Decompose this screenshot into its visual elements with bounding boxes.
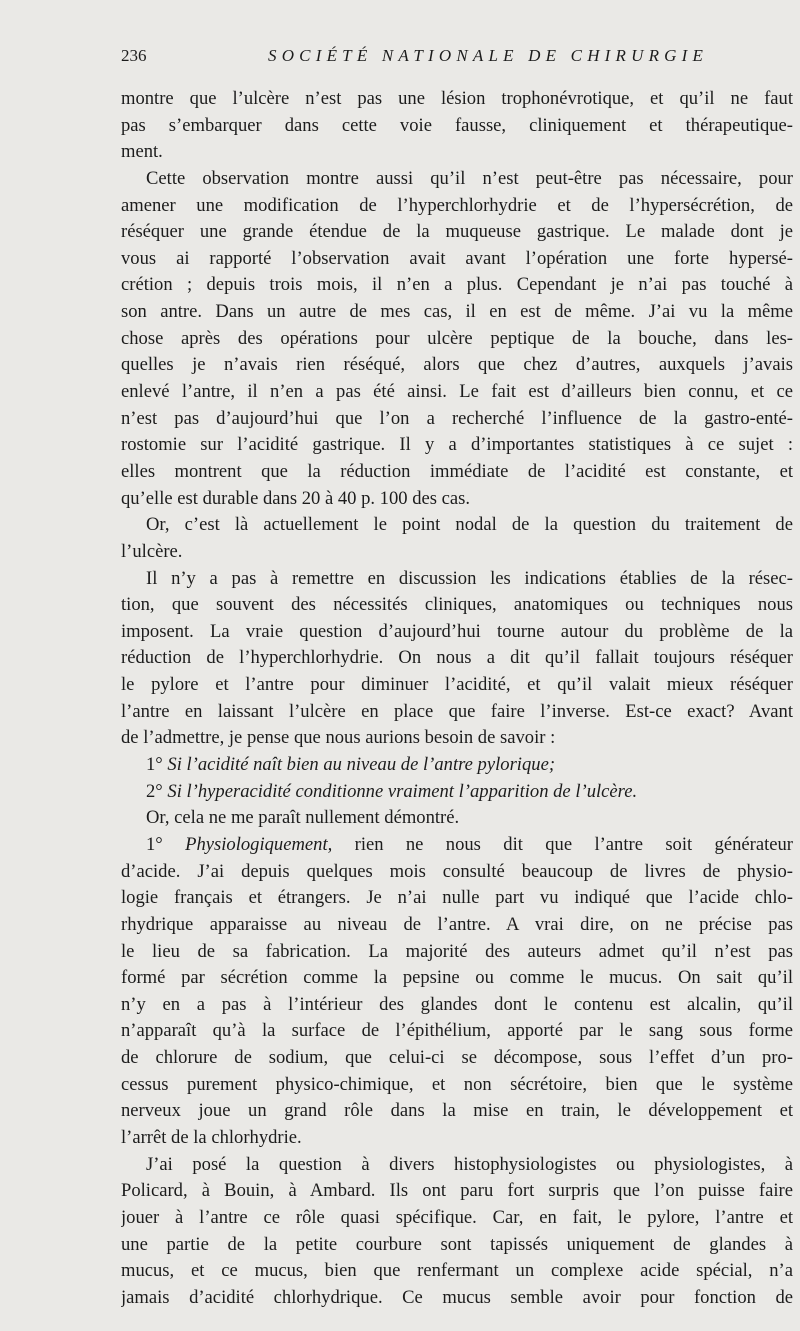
text-line: de chlorure de sodium, que celui-ci se décompose, sous l’effet d’un pro- xyxy=(121,1047,793,1069)
text-line: ment. xyxy=(121,141,163,163)
text-line: logie français et étrangers. Je n’ai nulle part vu indiqué que l’acide chlo- xyxy=(121,887,793,909)
line-rest: rien ne nous dit que l’antre soit générateur xyxy=(354,833,793,855)
text-line: rhydrique apparaisse au niveau de l’antre. A vrai dire, on ne précise pas xyxy=(121,913,793,935)
text-line xyxy=(121,752,793,779)
text-line: n’est pas d’aujourd’hui que l’on a recherché l’influence de la gastro-enté- xyxy=(121,407,793,429)
page-number: 236 xyxy=(121,46,147,65)
text-line: Or, cela ne me paraît nullement démontré. xyxy=(146,807,460,829)
text-line: mucus, et ce mucus, bien que renfermant un complexe acide spécial, n’a xyxy=(121,1260,793,1282)
text-line: une partie de la petite courbure sont tapissés uniquement de glandes à xyxy=(121,1233,793,1255)
text-line: tion, que souvent des nécessités cliniques, anatomiques ou techniques nous xyxy=(121,594,793,616)
text-line: Policard, à Bouin, à Ambard. Ils ont paru fort surpris que l’on puisse faire xyxy=(121,1180,793,1202)
emphasis: Physiologiquement, xyxy=(185,833,333,855)
text-line: crétion ; depuis trois mois, il n’en a plus. Cependant je n’ai pas touché à xyxy=(121,274,793,296)
item-text: Si l’acidité naît bien au niveau de l’antre pylorique; xyxy=(167,754,556,776)
paragraph-5 xyxy=(121,805,793,832)
text-line: cessus purement physico-chimique, et non sécrétoire, bien que le système xyxy=(121,1073,793,1095)
text-line: réduction de l’hyperchlorhydrie. On nous a dit qu’il fallait toujours réséquer xyxy=(121,647,793,669)
text-line: son antre. Dans un autre de mes cas, il en est de même. J’ai vu la même xyxy=(121,301,793,323)
text-line: J’ai posé la question à divers histophysiologistes ou physiologistes, à xyxy=(146,1153,793,1175)
text-line: enlevé l’antre, il n’en a pas été ainsi. Le fait est d’ailleurs bien connu, et ce xyxy=(121,381,793,403)
text-line: quelles je n’avais rien réséqué, alors que chez d’autres, auxquels j’avais xyxy=(121,354,793,376)
text-line: qu’elle est durable dans 20 à 40 p. 100 des cas. xyxy=(121,487,471,509)
text-line: n’y en a pas à l’intérieur des glandes dont le contenu est alcalin, qu’il xyxy=(121,993,793,1015)
text-line: pas s’embarquer dans cette voie fausse, cliniquement et thérapeutique- xyxy=(121,114,793,136)
text-line: réséquer une grande étendue de la muqueuse gastrique. Le malade dont je xyxy=(121,221,793,243)
text-line: Cette observation montre aussi qu’il n’est peut-être pas nécessaire, pour xyxy=(146,167,793,189)
text-line: l’arrêt de la chlorhydrie. xyxy=(121,1126,302,1148)
paragraph-2 xyxy=(121,166,793,512)
page-header xyxy=(121,44,793,68)
numbered-item-2 xyxy=(121,779,793,806)
paragraph-3 xyxy=(121,512,793,565)
item-number: 1° xyxy=(146,754,163,776)
text-line: l’antre en laissant l’ulcère en place que faire l’inverse. Est-ce exact? Avant xyxy=(121,700,793,722)
text-line: le lieu de sa fabrication. La majorité des auteurs admet qu’il n’est pas xyxy=(121,940,793,962)
text-line: rostomie sur l’acidité gastrique. Il y a d’importantes statistiques à ce sujet : xyxy=(121,434,793,456)
text-line: Il n’y a pas à remettre en discussion les indications établies de la résec- xyxy=(146,567,793,589)
text-line: jouer à l’antre ce rôle quasi spécifique. Car, en fait, le pylore, l’antre et xyxy=(121,1206,793,1228)
item-text: Si l’hyperacidité conditionne vraiment l’apparition de l’ulcère. xyxy=(167,780,638,802)
text-line: vous ai rapporté l’observation avait avant l’opération une forte hypersé- xyxy=(121,247,793,269)
text-line xyxy=(121,832,793,859)
text-line: montre que l’ulcère n’est pas une lésion trophonévrotique, et qu’il ne faut xyxy=(121,88,793,109)
numbered-item-1 xyxy=(121,752,793,779)
running-title: SOCIÉTÉ NATIONALE DE CHIRURGIE xyxy=(268,46,709,65)
paragraph-6 xyxy=(121,832,793,1152)
text-line: nerveux joue un grand rôle dans la mise en train, le développement et xyxy=(121,1100,793,1122)
text-line: de l’admettre, je pense que nous aurions besoin de savoir : xyxy=(121,727,556,749)
item-number: 2° xyxy=(146,780,163,802)
text-line: n’apparaît qu’à la surface de l’épithélium, apporté par le sang sous forme xyxy=(121,1020,793,1042)
paragraph-1 xyxy=(121,86,793,166)
paragraph-7 xyxy=(121,1152,793,1312)
body-text xyxy=(121,86,793,1311)
text-line: l’ulcère. xyxy=(121,540,183,562)
text-line: d’acide. J’ai depuis quelques mois consulté beaucoup de livres de physio- xyxy=(121,860,793,882)
text-line: jamais d’acidité chlorhydrique. Ce mucus semble avoir pour fonction de xyxy=(121,1286,793,1308)
text-line: amener une modification de l’hyperchlorhydrie et de l’hypersécrétion, de xyxy=(121,194,793,216)
paragraph-4 xyxy=(121,566,793,752)
text-line: imposent. La vraie question d’aujourd’hui tourne autour du problème de la xyxy=(121,620,793,642)
section-number: 1° xyxy=(146,833,163,855)
text-line: elles montrent que la réduction immédiate de l’acidité est constante, et xyxy=(121,460,793,482)
text-line: formé par sécrétion comme la pepsine ou comme le mucus. On sait qu’il xyxy=(121,967,793,989)
text-line xyxy=(121,779,793,806)
text-line: le pylore et l’antre pour diminuer l’acidité, et qu’il valait mieux réséquer xyxy=(121,674,793,696)
text-line: Or, c’est là actuellement le point nodal de la question du traitement de xyxy=(146,514,793,536)
text-line: chose après des opérations pour ulcère peptique de la bouche, dans les- xyxy=(121,327,793,349)
